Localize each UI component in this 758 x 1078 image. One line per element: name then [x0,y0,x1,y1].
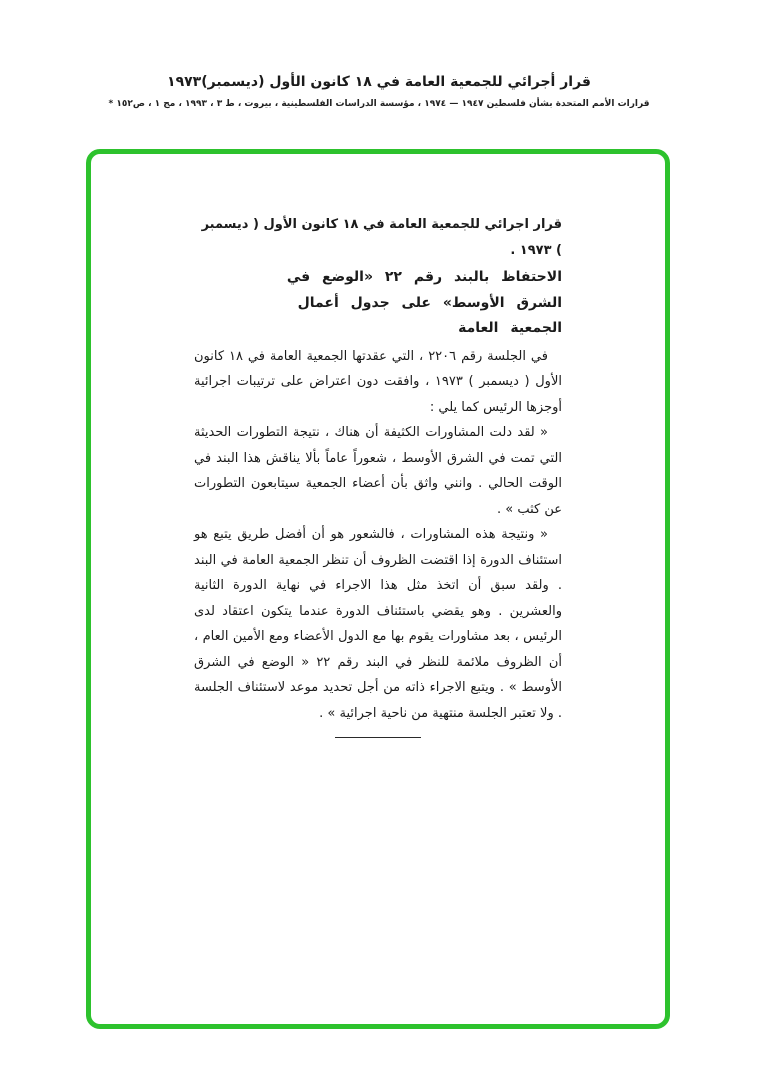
body-paragraph: « لقد دلت المشاورات الكثيفة أن هناك ، نتيجة التطورات الحديثة التي تمت في الشرق الأوسط ، شعوراً عاماً بألا يناقش هذا البند في الوقت الحالي . وانني واثق بأن أعضاء الجمعية سيتابعون التطورات عن كثب » . [194,425,562,517]
page-header [0,74,758,109]
heading-line: الجمعية العامة [458,320,562,336]
document-heading [194,265,562,342]
header-source-line: قرارات الأمم المتحدة بشأن فلسطين ١٩٤٧ — ١٩٧٤ ، مؤسسة الدراسات الفلسطينية ، بيروت ، ط ٣ ، ١٩٩٣ ، مج ١ ، ص١٥٢ * [108,99,650,109]
heading-line: الشرق الأوسط» على جدول أعمال [297,294,562,311]
heading-line: الاحتفاظ بالبند رقم ٢٢ «الوضع في [286,269,562,285]
document-content [194,212,562,738]
body-paragraph: في الجلسة رقم ٢٢٠٦ ، التي عقدتها الجمعية العامة في ١٨ كانون الأول ( ديسمبر ) ١٩٧٣ ، وافقت دون اعتراض على ترتيبات اجرائية أوجزها الرئيس كما يلي : [194,348,562,415]
document-frame [86,149,670,1029]
document-title: قرار اجرائي للجمعية العامة في ١٨ كانون الأول ( ديسمبر ) ١٩٧٣ . [201,217,562,258]
header-title: قرار أجرائي للجمعية العامة في ١٨ كانون الأول (ديسمبر)١٩٧٣ [167,74,591,90]
body-paragraph: « ونتيجة هذه المشاورات ، فالشعور هو أن أفضل طريق يتبع هو استئناف الدورة إذا اقتضت الظروف أن تنظر الجمعية العامة في البند . ولقد سبق أن اتخذ مثل هذا الاجراء في نهاية الدورة الثانية والعشرين . وهو يقضي باستئناف الدورة عندما يتكون اعتقاد لدى الرئيس ، بعد مشاورات يقوم بها مع الدول الأعضاء ومع الأمين العام ، أن الظروف ملائمة للنظر في البند رقم ٢٢ « الوضع في الشرق الأوسط » . ويتبع الاجراء ذاته من أجل تحديد موعد لاستئناف الجلسة . ولا تعتبر الجلسة منتهية من ناحية اجرائية » . [194,527,562,721]
end-rule [335,737,421,738]
